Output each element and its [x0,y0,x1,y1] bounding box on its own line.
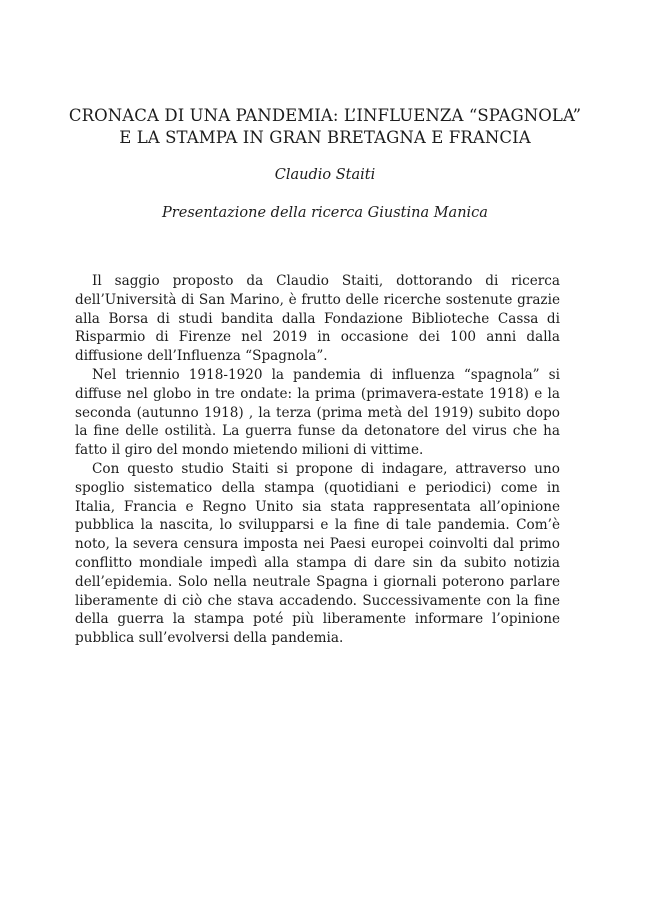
paragraph: Il saggio proposto da Claudio Staiti, dottorando di ricerca dell’Università di San Marino, è frutto delle ricerche sostenute grazie alla Borsa di studi bandita dalla Fondazione Biblioteche Cassa di Risparmio di Firenze nel 2019 in occasione dei 100 anni dalla diffusione dell’Influenza “Spagnola”. [75,273,560,365]
paragraph: Nel triennio 1918-1920 la pandemia di influenza “spagnola” si diffuse nel globo in tre ondate: la prima (primavera-estate 1918) e la seconda (autunno 1918) , la terza (prima metà del 1919) subito dopo la fine delle ostilità. La guerra funse da detonatore del virus che ha fatto il giro del mondo mietendo milioni di vittime. [75,366,560,459]
body-text [75,272,560,648]
article-title-line-2: E LA STAMPA IN GRAN BRETAGNA E FRANCIA [119,128,531,147]
article-title-line-1: CRONACA DI UNA PANDEMIA: L’INFLUENZA “SPAGNOLA” [68,106,582,125]
author-name: Claudio Staiti [274,167,376,183]
paragraph: Con questo studio Staiti si propone di indagare, attraverso uno spoglio sistematico della stampa (quotidiani e periodici) come in Italia, Francia e Regno Unito sia stata rappresentata all’opinione pubblica la nascita, lo svilupparsi e la fine di tale pandemia. Com’è noto, la severa censura imposta nei Paesi europei coinvolti dal primo conflitto mondiale impedì alla stampa di dare sin da subito notizia dell’epidemia. Solo nella neutrale Spagna i giornali poterono parlare liberamente di ciò che stava accadendo. Successivamente con la fine della guerra la stampa poté più liberamente informare l’opinione pubblica sull’evolversi della pandemia. [75,460,560,647]
presentation-line: Presentazione della ricerca Giustina Manica [162,205,488,221]
